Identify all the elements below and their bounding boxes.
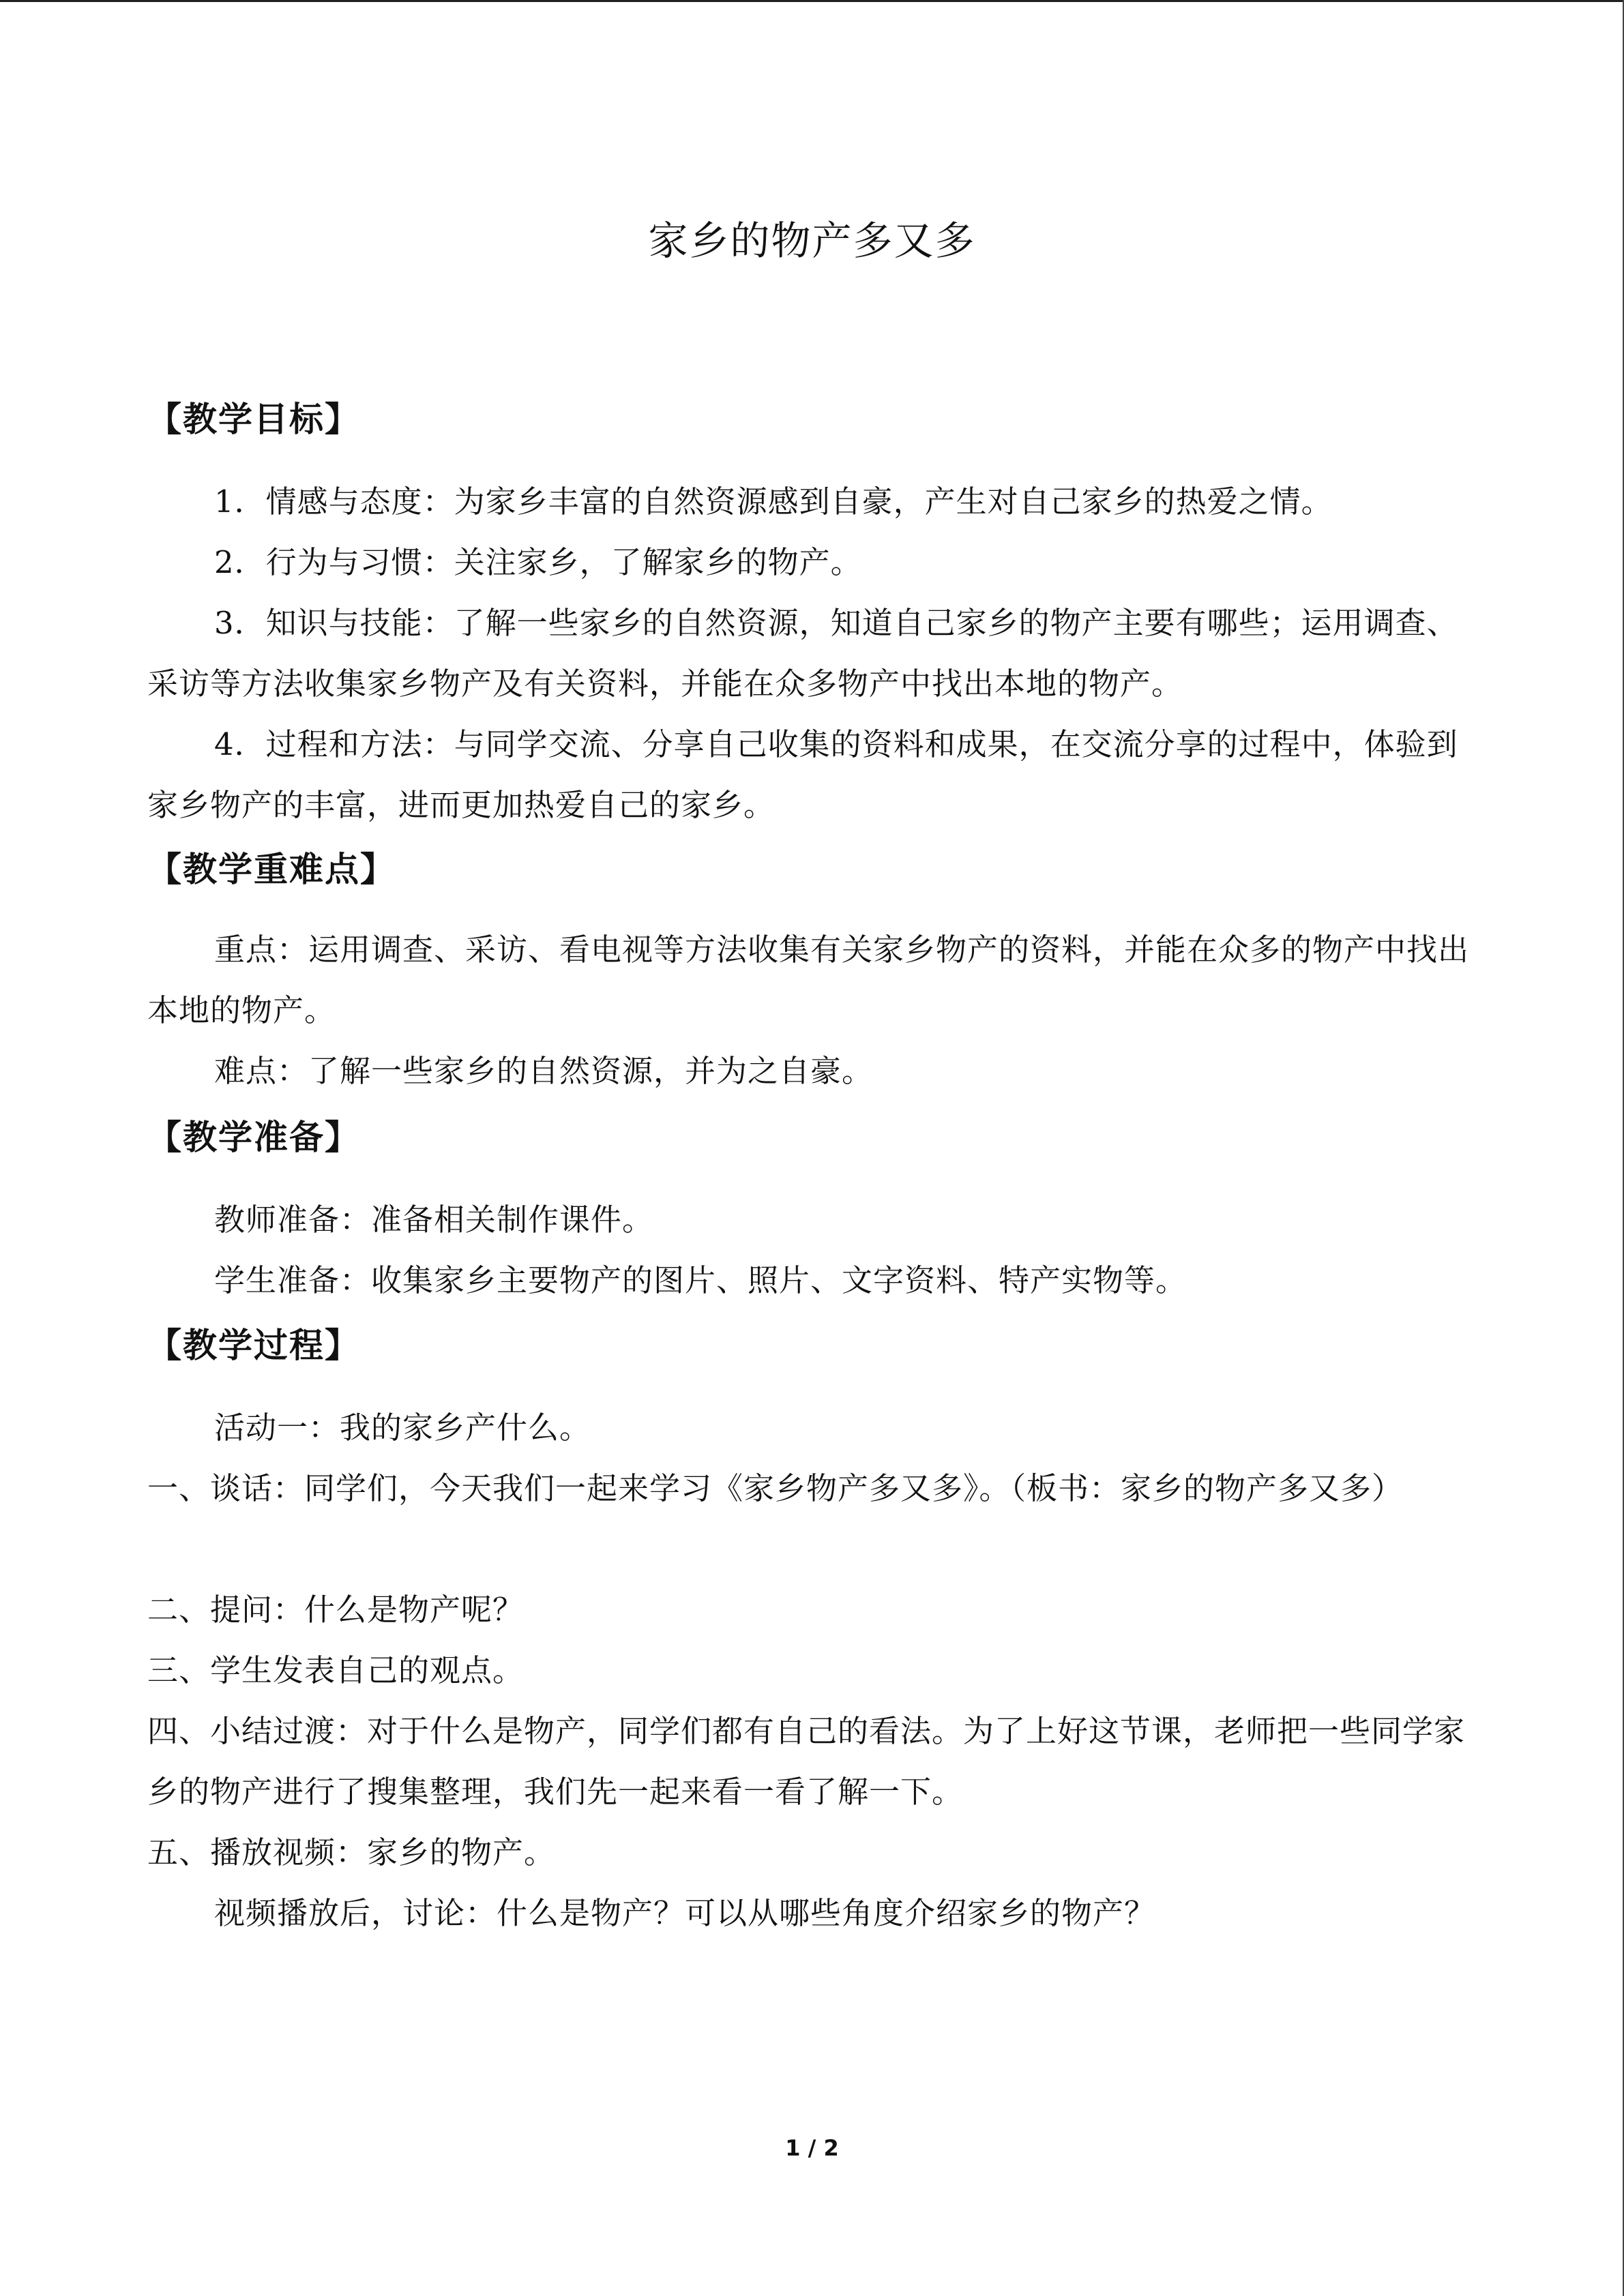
objective-item-1: 1．情感与态度：为家乡丰富的自然资源感到自豪，产生对自己家乡的热爱之情。 <box>214 483 1333 520</box>
activity-title: 活动一：我的家乡产什么。 <box>214 1410 591 1446</box>
key-point-item: 重点：运用调查、采访、看电视等方法收集有关家乡物产的资料，并能在众多的物产中找出本地的物产。 <box>147 931 1470 1028</box>
difficult-point-item: 难点：了解一些家乡的自然资源，并为之自豪。 <box>214 1053 874 1089</box>
objective-item-2: 2．行为与习惯：关注家乡，了解家乡的物产。 <box>214 544 862 580</box>
section-heading-preparation: 【教学准备】 <box>147 1118 360 1157</box>
process-step-3: 三、学生发表自己的观点。 <box>147 1652 525 1688</box>
document-title: 家乡的物产多又多 <box>648 218 976 264</box>
objective-item-4: 4．过程和方法：与同学交流、分享自己收集的资料和成果，在交流分享的过程中，体验到家乡物产的丰富，进而更加热爱自己的家乡。 <box>147 726 1458 823</box>
objective-item-3: 3．知识与技能：了解一些家乡的自然资源，知道自己家乡的物产主要有哪些；运用调查、采访等方法收集家乡物产及有关资料，并能在众多物产中找出本地的物产。 <box>147 605 1458 702</box>
page-top-border <box>0 0 1624 2</box>
page-number: 1 / 2 <box>785 2135 839 2161</box>
process-step-1: 一、谈话：同学们，今天我们一起来学习《家乡物产多又多》。（板书：家乡的物产多又多） <box>147 1470 1404 1506</box>
discussion-text: 视频播放后，讨论：什么是物产？可以从哪些角度介绍家乡的物产？ <box>214 1895 1156 1931</box>
section-heading-process: 【教学过程】 <box>147 1326 360 1365</box>
process-step-5: 五、播放视频：家乡的物产。 <box>147 1834 556 1870</box>
section-heading-objectives: 【教学目标】 <box>147 400 360 439</box>
section-heading-key-points: 【教学重难点】 <box>147 850 396 889</box>
process-step-2: 二、提问：什么是物产呢？ <box>147 1592 525 1628</box>
process-step-4: 四、小结过渡：对于什么是物产，同学们都有自己的看法。为了上好这节课，老师把一些同学家乡的物产进行了搜集整理，我们先一起来看一看了解一下。 <box>147 1713 1466 1810</box>
student-preparation: 学生准备：收集家乡主要物产的图片、照片、文字资料、特产实物等。 <box>214 1262 1187 1298</box>
teacher-preparation: 教师准备：准备相关制作课件。 <box>214 1202 654 1238</box>
